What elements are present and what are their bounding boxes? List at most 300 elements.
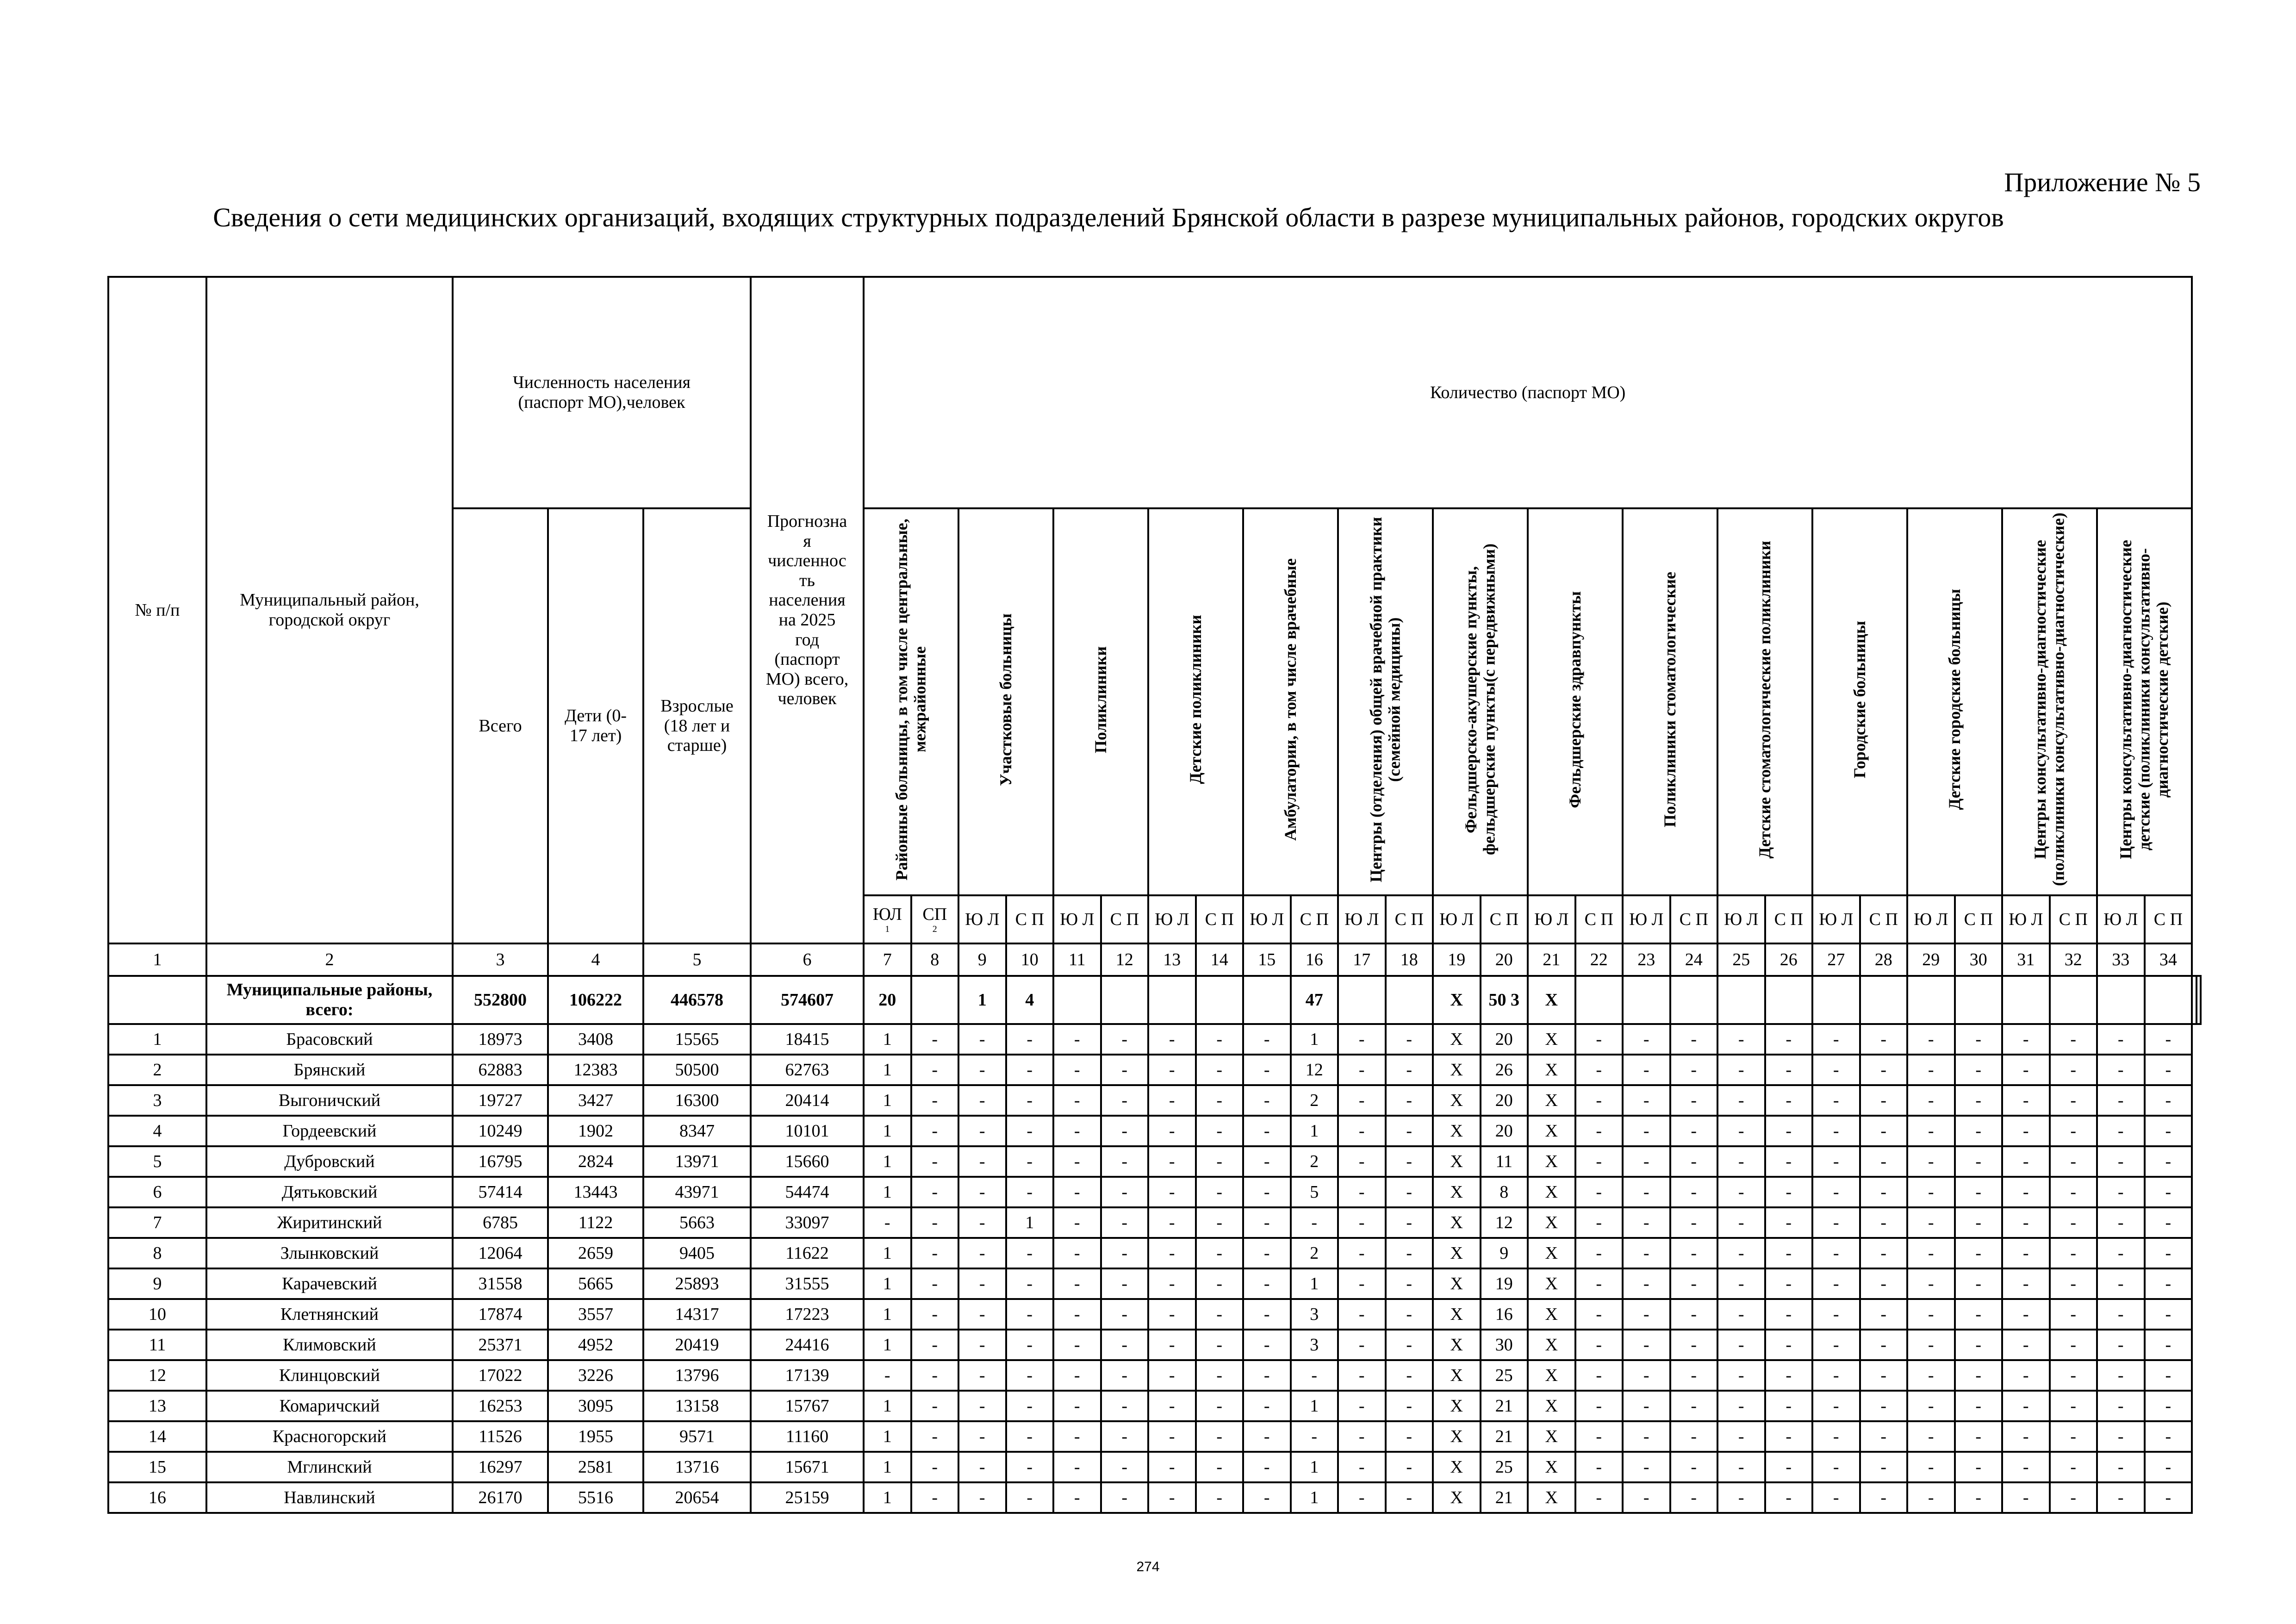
table-cell: - [1670, 1055, 1718, 1085]
header-adults: Взрослые (18 лет и старше) [643, 508, 751, 943]
table-cell: 19 [1481, 1268, 1528, 1299]
table-cell: - [1860, 1177, 1908, 1207]
facility-type-header: Детские городские больницы [1907, 508, 2002, 895]
table-cell: - [1291, 1360, 1338, 1391]
table-cell: - [1907, 1085, 1955, 1116]
table-cell: - [1955, 1146, 2003, 1177]
table-cell: - [1575, 1299, 1623, 1330]
table-cell: - [2050, 1330, 2097, 1360]
table-row [108, 1024, 2201, 1055]
table-cell: - [958, 1391, 1006, 1421]
table-cell: - [911, 1238, 959, 1268]
table-cell: - [2097, 1024, 2145, 1055]
table-cell: 5 [1291, 1177, 1338, 1207]
district-name: Красногорский [206, 1421, 453, 1452]
total-cell [1575, 976, 1623, 1024]
subheader-ul: Ю Л [1338, 895, 1386, 943]
table-cell: - [1148, 1299, 1196, 1330]
table-cell: X [1433, 1391, 1481, 1421]
table-cell: - [1196, 1146, 1244, 1177]
table-cell: - [1860, 1268, 1908, 1299]
table-cell: 1 [864, 1299, 911, 1330]
table-cell: - [2145, 1085, 2192, 1116]
table-cell: - [911, 1177, 959, 1207]
table-cell: - [1717, 1238, 1765, 1268]
table-cell: - [1148, 1268, 1196, 1299]
table-cell: - [1907, 1330, 1955, 1360]
column-index: 17 [1338, 943, 1386, 976]
table-cell: - [1101, 1421, 1149, 1452]
district-name: Климовский [206, 1330, 453, 1360]
table-cell: 13158 [643, 1391, 751, 1421]
row-number: 13 [108, 1391, 206, 1421]
forecast-line: Прогнозна [767, 512, 847, 531]
table-cell: - [1765, 1024, 1813, 1055]
table-cell: X [1528, 1268, 1575, 1299]
table-cell: - [1196, 1207, 1244, 1238]
table-cell: - [911, 1207, 959, 1238]
table-cell: - [1148, 1146, 1196, 1177]
table-cell: - [1623, 1330, 1670, 1360]
table-cell: - [1717, 1330, 1765, 1360]
table-cell: - [958, 1116, 1006, 1146]
table-cell: - [1765, 1085, 1813, 1116]
table-cell: - [1243, 1024, 1291, 1055]
column-index: 2 [206, 943, 453, 976]
table-cell: - [2097, 1482, 2145, 1513]
table-cell: - [1053, 1116, 1101, 1146]
table-cell: - [1955, 1360, 2003, 1391]
facility-type-header: Центры (отделения) общей врачебной практики (семейной медицины) [1338, 508, 1433, 895]
table-row [108, 1330, 2201, 1360]
table-cell: 13796 [643, 1360, 751, 1391]
row-number: 10 [108, 1299, 206, 1330]
table-cell: - [2002, 1421, 2050, 1452]
table-cell: X [1433, 1482, 1481, 1513]
table-cell: 16795 [453, 1146, 548, 1177]
table-cell: 16253 [453, 1391, 548, 1421]
total-cell [1670, 976, 1718, 1024]
table-cell: - [1812, 1421, 1860, 1452]
total-cell: 552800 [453, 976, 548, 1024]
table-row [108, 1421, 2201, 1452]
table-cell: - [1812, 1268, 1860, 1299]
table-cell: - [1243, 1177, 1291, 1207]
table-cell: 3408 [548, 1024, 643, 1055]
table-cell: - [2050, 1024, 2097, 1055]
table-cell: - [1860, 1482, 1908, 1513]
table-cell: - [2050, 1085, 2097, 1116]
table-row [108, 1146, 2201, 1177]
table-cell: - [1955, 1452, 2003, 1482]
total-cell: 47 [1291, 976, 1338, 1024]
subheader-ul: Ю Л [1148, 895, 1196, 943]
table-cell: - [1101, 1330, 1149, 1360]
table-cell: X [1528, 1207, 1575, 1238]
table-cell: 3 [1291, 1330, 1338, 1360]
table-cell: 15565 [643, 1024, 751, 1055]
table-cell: - [1053, 1421, 1101, 1452]
table-cell: - [2145, 1391, 2192, 1421]
table-cell: 31555 [751, 1268, 864, 1299]
table-cell: - [1907, 1238, 1955, 1268]
table-cell: - [1575, 1391, 1623, 1421]
row-number: 2 [108, 1055, 206, 1085]
table-cell: X [1528, 1085, 1575, 1116]
total-cell [1101, 976, 1149, 1024]
table-cell: X [1433, 1268, 1481, 1299]
table-row [108, 1207, 2201, 1238]
total-cell: X [1433, 976, 1481, 1024]
table-cell: - [1053, 1207, 1101, 1238]
row-number: 15 [108, 1452, 206, 1482]
table-cell: - [1196, 1268, 1244, 1299]
table-cell: - [1670, 1268, 1718, 1299]
total-cell [1386, 976, 1433, 1024]
table-cell: - [2145, 1482, 2192, 1513]
table-cell: - [1386, 1299, 1433, 1330]
subheader-ul: Ю Л [2097, 895, 2145, 943]
table-cell: - [2145, 1238, 2192, 1268]
table-cell: 3226 [548, 1360, 643, 1391]
table-cell: 13443 [548, 1177, 643, 1207]
table-row [108, 1452, 2201, 1482]
table-cell: 1 [864, 1452, 911, 1482]
table-cell: - [1006, 1482, 1054, 1513]
table-cell: 26170 [453, 1482, 548, 1513]
table-cell: - [958, 1299, 1006, 1330]
table-cell: - [911, 1330, 959, 1360]
table-cell: - [1053, 1299, 1101, 1330]
table-cell: - [1623, 1024, 1670, 1055]
table-cell: 24416 [751, 1330, 864, 1360]
forecast-line: населения [769, 590, 846, 610]
table-cell: - [1053, 1391, 1101, 1421]
total-cell: 4 [1006, 976, 1054, 1024]
table-cell: - [1717, 1207, 1765, 1238]
table-cell: - [1101, 1391, 1149, 1421]
table-cell: 6785 [453, 1207, 548, 1238]
table-row [108, 1085, 2201, 1116]
forecast-line: (паспорт [774, 650, 840, 669]
column-index: 26 [1765, 943, 1813, 976]
table-cell: - [1812, 1482, 1860, 1513]
subheader-sp: С П [1386, 895, 1433, 943]
district-name: Мглинский [206, 1452, 453, 1482]
table-cell: - [1907, 1360, 1955, 1391]
table-cell: 10101 [751, 1116, 864, 1146]
table-cell: 1 [864, 1146, 911, 1177]
column-index-row [108, 943, 2201, 976]
table-cell: - [1575, 1482, 1623, 1513]
table-cell: 3557 [548, 1299, 643, 1330]
table-cell: - [1765, 1268, 1813, 1299]
table-cell: 20 [1481, 1085, 1528, 1116]
table-cell: - [1338, 1024, 1386, 1055]
table-cell: 11 [1481, 1146, 1528, 1177]
table-cell: - [1053, 1024, 1101, 1055]
table-cell: - [2002, 1452, 2050, 1482]
column-index: 7 [864, 943, 911, 976]
table-cell: - [1196, 1024, 1244, 1055]
table-cell: - [1860, 1146, 1908, 1177]
column-index: 34 [2145, 943, 2192, 976]
table-cell: 3095 [548, 1391, 643, 1421]
row-number: 11 [108, 1330, 206, 1360]
table-cell: 20 [1481, 1116, 1528, 1146]
table-cell: - [911, 1299, 959, 1330]
table-cell: 1 [864, 1330, 911, 1360]
table-cell: - [1860, 1238, 1908, 1268]
table-cell: 2659 [548, 1238, 643, 1268]
facility-type-header: Районные больницы, в том числе центральные, межрайонные [864, 508, 958, 895]
table-cell: - [2050, 1055, 2097, 1085]
district-name: Дубровский [206, 1146, 453, 1177]
table-cell: - [1006, 1268, 1054, 1299]
table-cell: - [1338, 1238, 1386, 1268]
table-cell: - [1623, 1055, 1670, 1085]
table-cell: - [1670, 1482, 1718, 1513]
table-cell: - [1006, 1391, 1054, 1421]
table-cell: - [1386, 1055, 1433, 1085]
table-cell: - [1765, 1177, 1813, 1207]
table-cell: - [958, 1055, 1006, 1085]
table-cell: - [1006, 1360, 1054, 1391]
table-cell: 31558 [453, 1268, 548, 1299]
table-cell: - [958, 1330, 1006, 1360]
row-number: 5 [108, 1146, 206, 1177]
table-cell: 12064 [453, 1238, 548, 1268]
table-cell: - [1907, 1421, 1955, 1452]
table-cell: 3 [1291, 1299, 1338, 1330]
table-row [108, 1482, 2201, 1513]
table-row [108, 1268, 2201, 1299]
table-cell: - [1196, 1085, 1244, 1116]
table-cell: - [2002, 1024, 2050, 1055]
table-cell: - [1053, 1268, 1101, 1299]
table-cell: - [1101, 1116, 1149, 1146]
subheader-sp: С П [1860, 895, 1908, 943]
district-name: Клинцовский [206, 1360, 453, 1391]
table-cell: 2 [1291, 1146, 1338, 1177]
facility-type-header: Городские больницы [1812, 508, 1907, 895]
table-cell: - [1812, 1177, 1860, 1207]
table-cell: - [1812, 1146, 1860, 1177]
table-cell: - [1623, 1085, 1670, 1116]
district-name: Карачевский [206, 1268, 453, 1299]
table-cell: - [1955, 1482, 2003, 1513]
table-cell: - [1006, 1146, 1054, 1177]
table-cell: - [1955, 1391, 2003, 1421]
column-index: 20 [1481, 943, 1528, 976]
table-cell: - [1386, 1421, 1433, 1452]
table-cell: - [1717, 1452, 1765, 1482]
table-cell: - [2002, 1482, 2050, 1513]
table-cell: - [2002, 1207, 2050, 1238]
table-cell: - [1717, 1360, 1765, 1391]
column-index: 4 [548, 943, 643, 976]
table-cell: - [1243, 1360, 1291, 1391]
table-cell: 25159 [751, 1482, 864, 1513]
total-cell [911, 976, 959, 1024]
table-cell: - [2145, 1116, 2192, 1146]
table-cell: - [1907, 1024, 1955, 1055]
table-cell: - [1670, 1085, 1718, 1116]
total-cell: 446578 [643, 976, 751, 1024]
table-cell: - [1196, 1391, 1244, 1421]
table-cell: - [1053, 1055, 1101, 1085]
facility-type-header: Поликлиники стоматологические [1623, 508, 1717, 895]
table-cell: - [1575, 1085, 1623, 1116]
table-cell: - [1623, 1116, 1670, 1146]
table-cell: 1122 [548, 1207, 643, 1238]
table-cell: - [1812, 1024, 1860, 1055]
column-index: 32 [2050, 943, 2097, 976]
table-cell: - [1243, 1238, 1291, 1268]
total-cell [1053, 976, 1101, 1024]
table-cell: - [2097, 1330, 2145, 1360]
table-cell: - [1955, 1268, 2003, 1299]
total-cell [1812, 976, 1860, 1024]
header-total: Всего [453, 508, 548, 943]
table-cell: - [1006, 1452, 1054, 1482]
table-cell: - [1955, 1177, 2003, 1207]
table-row [108, 1177, 2201, 1207]
table-cell: 14317 [643, 1299, 751, 1330]
table-cell: - [1575, 1177, 1623, 1207]
table-cell: - [1670, 1360, 1718, 1391]
table-cell: - [1386, 1024, 1433, 1055]
table-cell: - [1670, 1024, 1718, 1055]
table-cell: - [864, 1207, 911, 1238]
table-cell: 1 [864, 1482, 911, 1513]
table-cell: - [1907, 1146, 1955, 1177]
table-cell: - [2097, 1452, 2145, 1482]
table-cell: 15660 [751, 1146, 864, 1177]
table-row [108, 1391, 2201, 1421]
table-cell: - [1196, 1177, 1244, 1207]
table-cell: - [2050, 1238, 2097, 1268]
table-cell: 21 [1481, 1482, 1528, 1513]
table-cell: X [1528, 1177, 1575, 1207]
facility-type-header: Участковые больницы [958, 508, 1053, 895]
table-cell: 62883 [453, 1055, 548, 1085]
table-cell: - [2050, 1177, 2097, 1207]
table-cell: - [2145, 1452, 2192, 1482]
table-cell: - [1148, 1391, 1196, 1421]
table-cell: - [1812, 1085, 1860, 1116]
table-cell: - [2050, 1391, 2097, 1421]
table-cell: - [1148, 1116, 1196, 1146]
table-cell: X [1528, 1055, 1575, 1085]
total-cell: X [1528, 976, 1575, 1024]
table-cell: 50500 [643, 1055, 751, 1085]
row-number: 16 [108, 1482, 206, 1513]
total-cell [1717, 976, 1765, 1024]
table-cell: - [1955, 1238, 2003, 1268]
table-cell: X [1528, 1024, 1575, 1055]
row-number: 6 [108, 1177, 206, 1207]
table-cell: 17223 [751, 1299, 864, 1330]
table-cell: - [1717, 1024, 1765, 1055]
total-cell [1196, 976, 1244, 1024]
table-cell: - [1338, 1452, 1386, 1482]
table-cell: - [1338, 1482, 1386, 1513]
table-cell: X [1528, 1391, 1575, 1421]
table-cell: - [1765, 1146, 1813, 1177]
facility-type-header: Амбулатории, в том числе врачебные [1243, 508, 1338, 895]
header-quantity: Количество (паспорт МО) [864, 277, 2192, 508]
table-cell: - [2002, 1330, 2050, 1360]
table-cell: 1 [1291, 1391, 1338, 1421]
subheader-ul: Ю Л [1433, 895, 1481, 943]
table-cell: 16297 [453, 1452, 548, 1482]
table-cell: - [2145, 1146, 2192, 1177]
district-name: Гордеевский [206, 1116, 453, 1146]
table-cell: - [1765, 1482, 1813, 1513]
table-cell: - [864, 1360, 911, 1391]
table-cell: - [1575, 1360, 1623, 1391]
table-cell: 1 [864, 1238, 911, 1268]
table-cell: - [1101, 1055, 1149, 1085]
table-cell: - [1338, 1421, 1386, 1452]
table-cell: 5516 [548, 1482, 643, 1513]
table-cell: - [958, 1268, 1006, 1299]
table-cell: X [1433, 1452, 1481, 1482]
table-cell: X [1528, 1421, 1575, 1452]
table-cell: - [1006, 1085, 1054, 1116]
table-cell: - [1196, 1055, 1244, 1085]
table-cell: - [1148, 1330, 1196, 1360]
table-cell: X [1433, 1421, 1481, 1452]
table-cell: - [1907, 1268, 1955, 1299]
table-cell: - [958, 1085, 1006, 1116]
table-cell: - [1765, 1452, 1813, 1482]
table-cell: - [1338, 1177, 1386, 1207]
table-cell: - [1243, 1330, 1291, 1360]
table-cell: - [1243, 1085, 1291, 1116]
table-cell: - [1053, 1330, 1101, 1360]
total-cell: 106222 [548, 976, 643, 1024]
table-cell: - [1386, 1482, 1433, 1513]
table-cell: - [911, 1055, 959, 1085]
column-index: 8 [911, 943, 959, 976]
table-cell: X [1433, 1085, 1481, 1116]
row-number: 8 [108, 1238, 206, 1268]
table-cell: - [1196, 1452, 1244, 1482]
table-cell: 18973 [453, 1024, 548, 1055]
table-cell: - [1196, 1330, 1244, 1360]
table-cell: - [1243, 1055, 1291, 1085]
table-cell: - [1243, 1452, 1291, 1482]
table-cell: - [1860, 1299, 1908, 1330]
table-cell: - [1338, 1055, 1386, 1085]
table-cell: 12 [1481, 1207, 1528, 1238]
table-cell: - [1670, 1207, 1718, 1238]
total-cell [1860, 976, 1908, 1024]
table-cell: - [2002, 1299, 2050, 1330]
table-cell: - [1812, 1391, 1860, 1421]
table-row [108, 1360, 2201, 1391]
table-cell: - [1670, 1391, 1718, 1421]
table-cell: - [1386, 1207, 1433, 1238]
table-cell: - [2002, 1055, 2050, 1085]
table-cell: - [1717, 1116, 1765, 1146]
table-cell: - [1338, 1360, 1386, 1391]
table-cell: - [1623, 1360, 1670, 1391]
table-cell: - [2145, 1207, 2192, 1238]
table-cell: 13971 [643, 1146, 751, 1177]
